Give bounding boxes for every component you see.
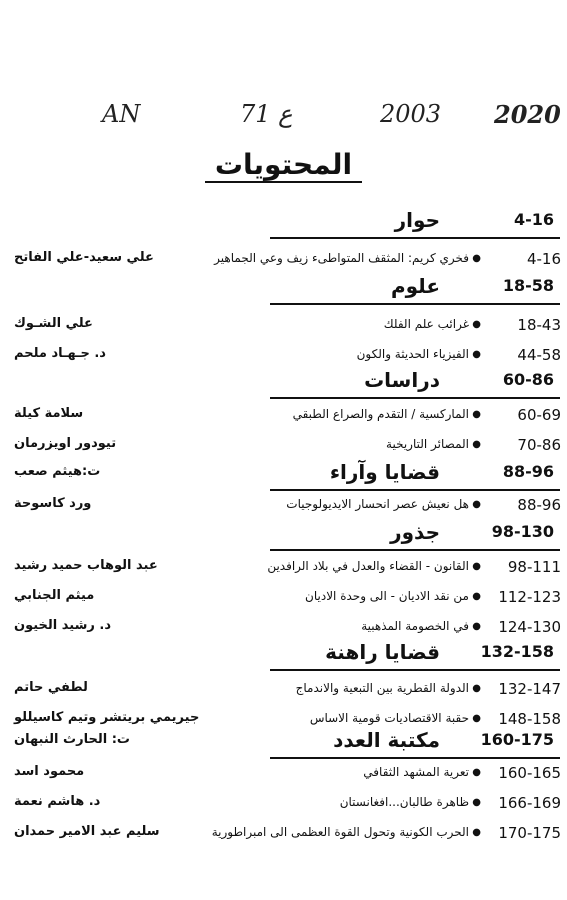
section-header <box>270 210 560 240</box>
bullet-icon: ● <box>472 439 481 450</box>
entry-pages: 124-130 <box>498 618 561 636</box>
section-pages: 132-158 <box>480 642 554 661</box>
entry-pages: 88-96 <box>517 496 561 514</box>
section-divider <box>270 757 560 759</box>
translator-label: ت:هيثم صعب <box>14 464 101 479</box>
bullet-icon: ● <box>472 499 481 510</box>
section-divider <box>270 237 560 239</box>
entry-topic: غرائب علم الفلك <box>383 317 469 331</box>
entry-topic: الماركسية / التقدم والصراع الطبقي <box>292 407 469 421</box>
entry-pages: 60-69 <box>517 406 561 424</box>
list-item <box>0 586 567 610</box>
section-name: جذور <box>390 520 440 544</box>
section-name: قضايا راهنة <box>325 640 440 664</box>
entry-topic: من نقد الاديان - الى وحدة الاديان <box>305 589 469 603</box>
section-divider <box>270 397 560 399</box>
bullet-icon: ● <box>472 683 481 694</box>
entry-author: جيريمي بريتشر وتيم كاسيللو <box>14 710 200 725</box>
list-item <box>0 314 567 338</box>
section-name: مكتبة العدد <box>333 728 440 752</box>
handwritten-mark: 2003 <box>380 100 442 128</box>
bullet-icon: ● <box>472 349 481 360</box>
entry-pages: 132-147 <box>498 680 561 698</box>
section-divider <box>270 303 560 305</box>
entry-author: تيودور اويزرمان <box>14 436 117 451</box>
entry-author: محمود اسد <box>14 764 85 779</box>
entry-pages: 170-175 <box>498 824 561 842</box>
bullet-icon: ● <box>472 767 481 778</box>
section-header <box>270 462 560 492</box>
entry-pages: 166-169 <box>498 794 561 812</box>
section-pages: 60-86 <box>502 370 554 389</box>
list-item <box>0 708 567 732</box>
bullet-icon: ● <box>472 827 481 838</box>
list-item <box>0 434 567 458</box>
section-pages: 98-130 <box>491 522 554 541</box>
entry-topic: ظاهرة طالبان...افغانستان <box>339 795 469 809</box>
bullet-icon: ● <box>472 253 481 264</box>
bullet-icon: ● <box>472 713 481 724</box>
list-item <box>0 678 567 702</box>
entry-author: د. رشيد الخيون <box>14 618 112 633</box>
bullet-icon: ● <box>472 409 481 420</box>
entry-author: لطفي حاتم <box>14 680 88 695</box>
entry-pages: 148-158 <box>498 710 561 728</box>
bullet-icon: ● <box>472 561 481 572</box>
section-divider <box>270 669 560 671</box>
entry-author: سليم عبد الامير حمدان <box>14 824 160 839</box>
section-name: علوم <box>390 274 440 298</box>
section-divider <box>270 549 560 551</box>
entry-author: سلامة كيلة <box>14 406 84 421</box>
section-pages: 18-58 <box>502 276 554 295</box>
section-header <box>270 730 560 760</box>
list-item <box>0 616 567 640</box>
list-item <box>0 248 567 272</box>
section-header <box>270 522 560 552</box>
list-item <box>0 404 567 428</box>
list-item <box>0 792 567 816</box>
section-header <box>270 642 560 672</box>
section-divider <box>270 489 560 491</box>
list-item <box>0 556 567 580</box>
entry-pages: 4-16 <box>526 250 561 268</box>
section-header <box>270 370 560 400</box>
section-header <box>270 276 560 306</box>
entry-author: ميثم الجنابي <box>14 588 95 603</box>
entry-author: د. جـهـاد ملحم <box>14 346 106 361</box>
section-name: حوار <box>394 208 440 232</box>
section-pages: 4-16 <box>513 210 554 229</box>
entry-author: د. هاشم نعمة <box>14 794 101 809</box>
entry-topic: في الخصومة المذهبية <box>361 619 469 633</box>
entry-topic: هل نعيش عصر انحسار الايديولوجيات <box>286 497 469 511</box>
entry-author: ورد كاسوحة <box>14 496 92 511</box>
entry-topic: الدولة القطرية بين التبعية والاندماج <box>295 681 469 695</box>
entry-topic: فخري كريم: المثقف المتواطىء زيف وعي الجماهير <box>214 251 469 265</box>
translator-label: ت: الحارث النبهان <box>14 732 130 747</box>
section-pages: 88-96 <box>502 462 554 481</box>
entry-pages: 70-86 <box>517 436 561 454</box>
entry-pages: 44-58 <box>517 346 561 364</box>
entry-pages: 160-165 <box>498 764 561 782</box>
handwritten-issue: ع 71 <box>240 100 293 128</box>
entry-author: علي سعيد-علي الفاتح <box>14 250 154 265</box>
bullet-icon: ● <box>472 797 481 808</box>
entry-topic: الحرب الكونية وتحول القوة العظمى الى امبراطورية <box>211 825 469 839</box>
bullet-icon: ● <box>472 621 481 632</box>
entry-topic: القانون - القضاء والعدل في بلاد الرافدين <box>267 559 469 573</box>
handwritten-year: 2020 <box>494 100 561 129</box>
list-item <box>0 762 567 786</box>
entry-author: علي الشـوك <box>14 316 93 331</box>
section-pages: 160-175 <box>480 730 554 749</box>
list-item <box>0 822 567 846</box>
page-title: المحتويات <box>0 148 567 183</box>
list-item <box>0 494 567 518</box>
section-name: دراسات <box>364 368 440 392</box>
list-item <box>0 344 567 368</box>
entry-topic: المصائر التاريخية <box>386 437 469 451</box>
entry-topic: تعرية المشهد الثقافي <box>363 765 469 779</box>
entry-topic: حقبة الاقتصاديات قومية الاساس <box>309 711 469 725</box>
entry-pages: 112-123 <box>498 588 561 606</box>
entry-pages: 98-111 <box>507 558 561 576</box>
entry-pages: 18-43 <box>517 316 561 334</box>
bullet-icon: ● <box>472 319 481 330</box>
bullet-icon: ● <box>472 591 481 602</box>
handwritten-code: AN <box>102 100 141 128</box>
entry-topic: الفيزياء الحديثة والكون <box>356 347 469 361</box>
entry-author: عبد الوهاب حميد رشيد <box>14 558 158 573</box>
section-name: قضايا وآراء <box>329 460 440 484</box>
